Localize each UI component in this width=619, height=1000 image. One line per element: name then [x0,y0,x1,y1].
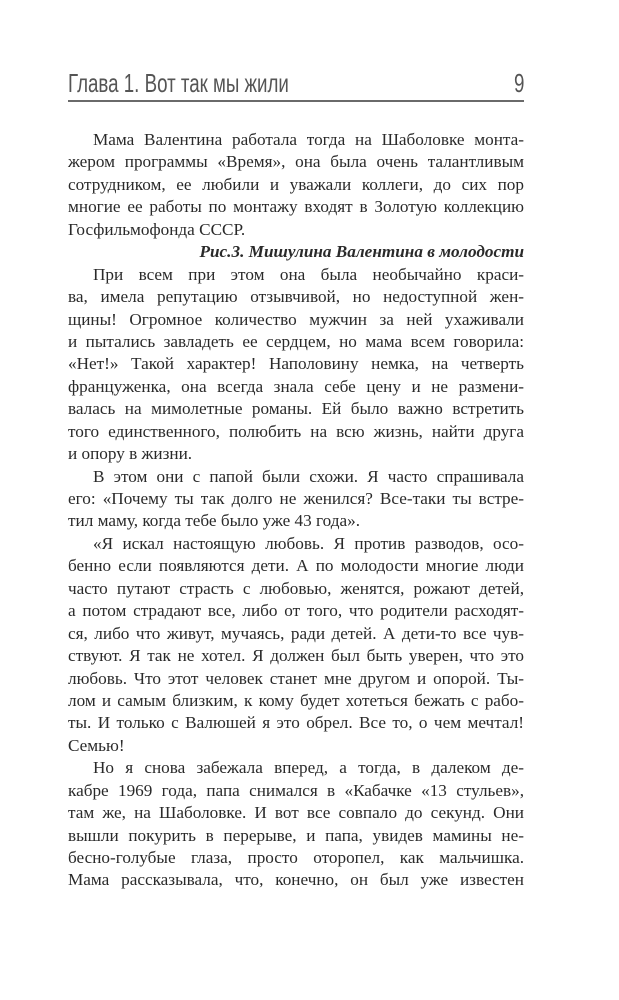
paragraph [68,757,524,892]
text-line: ся, либо что живут, мучаясь, ради детей. А дети-то все чув- [68,623,524,643]
text-line: его: «Почему ты так долго не женился? Все-таки ты встре- [68,489,524,508]
text-line: При всем при этом она была необычайно краси- [93,264,524,284]
text-line: валась на мимолетные романы. Ей было важно встретить [68,399,524,419]
text-line: вышли покурить в перерыве, и папа, увидев мамины не- [68,825,524,845]
paragraph [68,533,524,757]
text-line: бесно-голубые глаза, просто оторопел, как мальчишка. [68,848,524,867]
text-line: того единственного, полюбить на всю жизнь, найти друга [68,421,524,441]
chapter-title: Глава 1. Вот так мы жили [68,68,289,98]
text-line: Но я снова забежала вперед, а тогда, в далеком де- [93,758,524,778]
text-line: и опору в жизни. [68,444,193,464]
text-line: кабре 1969 года, папа снимался в «Кабачке «13 стульев», [68,780,524,800]
text-line: ва, имела репутацию отзывчивой, но недоступной жен- [68,287,524,307]
text-line: там же, на Шаболовке. И вот все совпало до секунд. Они [68,803,524,823]
text-line: «Я искал настоящую любовь. Я против разводов, осо- [93,533,524,553]
text-line: Госфильмофонда СССР. [68,219,246,239]
paragraph [68,129,524,241]
page-number: 9 [513,68,524,98]
text-line: «Нет!» Такой характер! Наполовину немка, на четверть [68,354,524,374]
text-line: жером программы «Время», она была очень талантливым [68,152,524,172]
text-line: ты. И только с Валюшей я это обрел. Все то, о чем мечтал! [68,713,524,733]
figure-caption [68,241,524,263]
text-line: бенно если появляются дети. А по молодости многие люди [68,556,524,576]
paragraph [68,466,524,533]
text-line: щины! Огромное количество мужчин за ней ухаживали [68,309,524,329]
paragraph [68,264,524,466]
text-line: часто путают страсть с любовью, женятся, рожают детей, [68,578,524,598]
text-line: и пытались завладеть ее сердцем, но мама всем говорила: [68,331,524,351]
text-line: ствуют. Я так не хотел. Я должен был быть уверен, что это [68,646,524,666]
text-line: многие ее работы по монтажу входят в Золотую коллекцию [68,197,524,217]
text-line: любовь. Что этот человек станет мне другом и опорой. Ты- [68,668,524,688]
text-line: Мама рассказывала, что, конечно, он был уже известен [68,870,524,890]
text-line: сотрудником, ее любили и уважали коллеги, до сих пор [68,174,524,194]
text-line: Семью! [68,735,125,755]
text-line: Рис.3. Мишулина Валентина в молодости [199,242,524,262]
text-line: лом и самым близким, к кому будет хотеться бежать с рабо- [68,690,524,710]
text-line: Мама Валентина работала тогда на Шаболовке монта- [93,130,524,149]
text-line: француженка, она всегда знала себе цену и не размени- [68,376,524,396]
text-line: а потом страдают все, либо от того, что родители расходят- [68,601,524,621]
text-line: тил маму, когда тебе было уже 43 года». [68,511,360,531]
page-body-text [68,129,524,892]
running-header [68,66,524,102]
text-line: В этом они с папой были схожи. Я часто спрашивала [93,466,524,486]
